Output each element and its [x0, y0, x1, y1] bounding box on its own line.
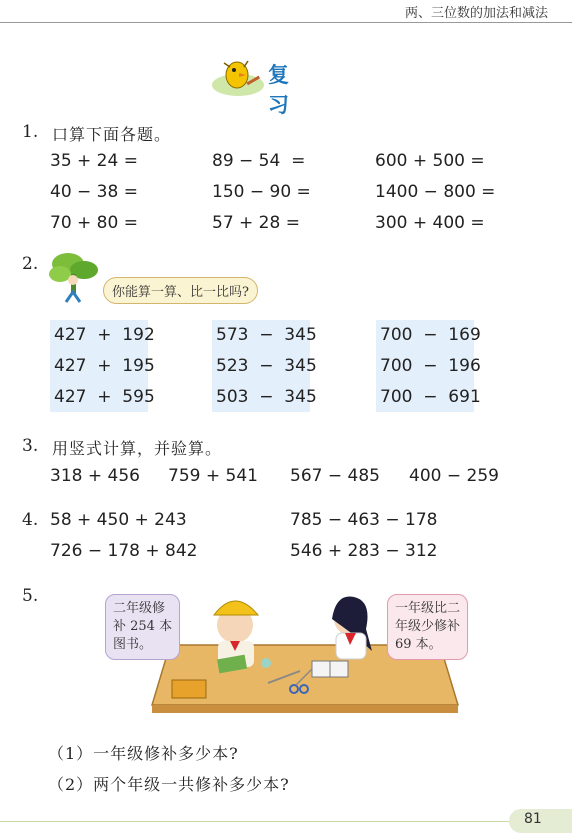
q3-expr: 567 − 485 [290, 466, 380, 486]
q2-expr: 427 + 192 [54, 325, 155, 345]
chapter-title: 两、三位数的加法和减法 [404, 6, 548, 21]
q2-number: 2. [22, 254, 39, 274]
q3-expr: 400 − 259 [409, 466, 499, 486]
review-heading [210, 55, 350, 117]
q1-expr: 35 + 24 = [50, 151, 138, 171]
bubble-line: 图书。 [113, 637, 153, 652]
q1-instruction: 口算下面各题。 [52, 125, 172, 144]
q2-expr: 503 − 345 [216, 387, 317, 407]
q3-expr: 318 + 456 [50, 466, 140, 486]
q4-expr: 726 − 178 + 842 [50, 541, 198, 561]
q2-expr: 427 + 195 [54, 356, 155, 376]
q1-expr: 70 + 80 = [50, 213, 138, 233]
q2-expr: 700 − 196 [380, 356, 481, 376]
q5-subquestion-1: （1）一年级修补多少本? [48, 744, 239, 763]
q3-number: 3. [22, 436, 39, 456]
q2-expr: 573 − 345 [216, 325, 317, 345]
q4-expr: 546 + 283 − 312 [290, 541, 438, 561]
q3-expr: 759 + 541 [168, 466, 258, 486]
q5-subquestion-2: （2）两个年级一共修补多少本? [48, 775, 290, 794]
q1-expr: 150 − 90 = [212, 182, 311, 202]
q1-expr: 600 + 500 = [375, 151, 485, 171]
bubble-line: 69 本。 [395, 637, 442, 652]
q4-number: 4. [22, 510, 39, 530]
q2-expr: 700 − 169 [380, 325, 481, 345]
q5-number: 5. [22, 586, 39, 606]
page-number: 81 [524, 811, 542, 827]
footer-rule [0, 821, 509, 822]
q1-expr: 57 + 28 = [212, 213, 300, 233]
header-rule [0, 22, 572, 23]
q2-speech-bubble: 你能算一算、比一比吗? [103, 277, 258, 304]
bubble-line: 年级少修补 [395, 619, 461, 634]
speech-bubble-right [387, 594, 468, 660]
review-title: 复 习 [268, 62, 307, 117]
q1-expr: 89 − 54 = [212, 151, 306, 171]
bubble-line: 二年级修 [113, 601, 166, 616]
q2-expr: 523 − 345 [216, 356, 317, 376]
q1-number: 1. [22, 122, 39, 142]
q2-expr: 427 + 595 [54, 387, 155, 407]
bubble-line: 补 254 本 [113, 619, 173, 634]
chick-mascot-icon [210, 55, 266, 99]
sprout-character-icon [46, 250, 104, 306]
q1-expr: 1400 − 800 = [375, 182, 496, 202]
q4-expr: 58 + 450 + 243 [50, 510, 187, 530]
q1-expr: 40 − 38 = [50, 182, 138, 202]
bubble-line: 一年级比二 [395, 601, 461, 616]
q2-expr: 700 − 691 [380, 387, 481, 407]
q3-instruction: 用竖式计算，并验算。 [52, 439, 223, 458]
q1-expr: 300 + 400 = [375, 213, 485, 233]
q4-expr: 785 − 463 − 178 [290, 510, 438, 530]
speech-bubble-left [105, 594, 180, 660]
